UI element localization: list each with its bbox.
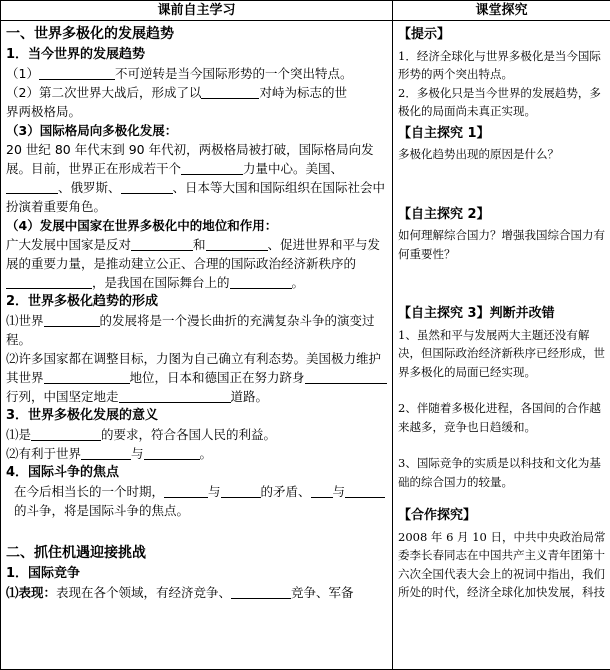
paragraph-5: ⑴是 的要求，符合各国人民的利益。 [6, 425, 388, 444]
cooperation-text: 2008 年 6 月 10 日，中共中央政治局常委李长春同志在中国共产主义青年团第十六次全国代表大会上的祝词中指出，我们所处的时代，经济全球化加快发展，科技 [398, 528, 606, 602]
item-1-1: （1） 不可逆转是当今国际形势的一个突出特点。 [6, 64, 388, 83]
fill-blank[interactable] [164, 483, 208, 498]
paragraph-7: 在今后相当长的一个时期， 与 的矛盾、 与的斗争，将是国际斗争的焦点。 [6, 482, 388, 520]
tip-2: 2．多极化只是当今世界的发展趋势，多极化的局面尚未真正实现。 [398, 84, 606, 121]
section-2-title: 二、抓住机遇迎接挑战 [6, 542, 388, 564]
paragraph-1: 20 世纪 80 年代末到 90 年代初，两极格局被打破，国际格局向发展。目前，世界正在形成若干个 力量中心。美国、、俄罗斯、 、日本等大国和国际组织在国际社会中扮演着重要角色。 [6, 140, 388, 216]
exploration-1-question: 多极化趋势出现的原因是什么？ [398, 145, 606, 164]
right-column-header: 课堂探究 [393, 1, 610, 21]
exploration-3-statement-1: 1、虽然和平与发展两大主题还没有解决，但国际政治经济新秩序已经形成，世界多极化的局面已经实现。 [398, 326, 606, 382]
fill-blank[interactable] [206, 236, 268, 251]
fill-blank[interactable] [201, 84, 259, 99]
tip-title: 【提示】 [398, 26, 606, 45]
paragraph-3: ⑴世界 的发展将是一个漫长曲折的充满复杂斗争的演变过程。 [6, 311, 388, 349]
heading-5: 1．国际竞争 [6, 564, 388, 583]
heading-2: 2．世界多极化趋势的形成 [6, 292, 388, 311]
fill-blank[interactable] [119, 388, 231, 403]
fill-blank[interactable] [305, 369, 387, 384]
heading-4: 4．国际斗争的焦点 [6, 463, 388, 482]
fill-blank[interactable] [231, 584, 291, 599]
fill-blank[interactable] [44, 369, 130, 384]
exploration-1-title: 【自主探究 1】 [398, 125, 606, 144]
paragraph-2: 广大发展中国家是反对 和 、促进世界和平与发展的重要力量，是推动建立公正、合理的国际政治经济新秩序的，是我国在国际舞台上的 。 [6, 235, 388, 292]
fill-blank[interactable] [121, 179, 173, 194]
fill-blank[interactable] [44, 312, 100, 327]
fill-blank[interactable] [230, 274, 292, 289]
fill-blank[interactable] [181, 160, 243, 175]
fill-blank[interactable] [131, 236, 193, 251]
fill-blank[interactable] [144, 445, 200, 460]
fill-blank[interactable] [311, 483, 333, 498]
heading-3: 3．世界多极化发展的意义 [6, 406, 388, 425]
section-1-title: 一、世界多极化的发展趋势 [6, 23, 388, 45]
fill-blank[interactable] [345, 483, 385, 498]
fill-blank[interactable] [221, 483, 261, 498]
classroom-exploration-column [393, 21, 610, 670]
paragraph-8: ⑴表现：表现在各个领域，有经济竞争、 竞争、军备 [6, 583, 388, 602]
exploration-3-statement-2: 2、伴随着多极化进程，各国间的合作越来越多，竞争也日趋缓和。 [398, 399, 606, 436]
fill-blank[interactable] [39, 65, 115, 80]
exploration-2-question: 如何理解综合国力？增强我国综合国力有何重要性？ [398, 226, 606, 263]
item-1-3: （3）国际格局向多极化发展： [6, 121, 388, 140]
cooperation-title: 【合作探究】 [398, 507, 606, 526]
left-column-header: 课前自主学习 [1, 1, 393, 21]
item-1-2: （2）第二次世界大战后，形成了以 对峙为标志的世 界两极格局。 [6, 83, 388, 121]
paragraph-6: ⑵有利于世界 与 。 [6, 444, 388, 463]
exploration-3-statement-3: 3、国际竞争的实质是以科技和文化为基础的综合国力的较量。 [398, 454, 606, 491]
pre-class-study-column [1, 21, 393, 670]
item-1-4: （4）发展中国家在世界多极化中的地位和作用： [6, 216, 388, 235]
fill-blank[interactable] [6, 274, 92, 289]
fill-blank[interactable] [31, 426, 101, 441]
exploration-2-title: 【自主探究 2】 [398, 206, 606, 225]
heading-1: 1．当今世界的发展趋势 [6, 45, 388, 64]
paragraph-4: ⑵许多国家都在调整目标，力图为自己确立有利态势。美国极力维护其世界 地位，日本和德国正在努力跻身行列，中国坚定地走 道路。 [6, 349, 388, 406]
fill-blank[interactable] [6, 179, 58, 194]
fill-blank[interactable] [81, 445, 131, 460]
tip-1: 1．经济全球化与世界多极化是当今国际形势的两个突出特点。 [398, 47, 606, 84]
exploration-3-title: 【自主探究 3】判断并改错 [398, 305, 606, 324]
